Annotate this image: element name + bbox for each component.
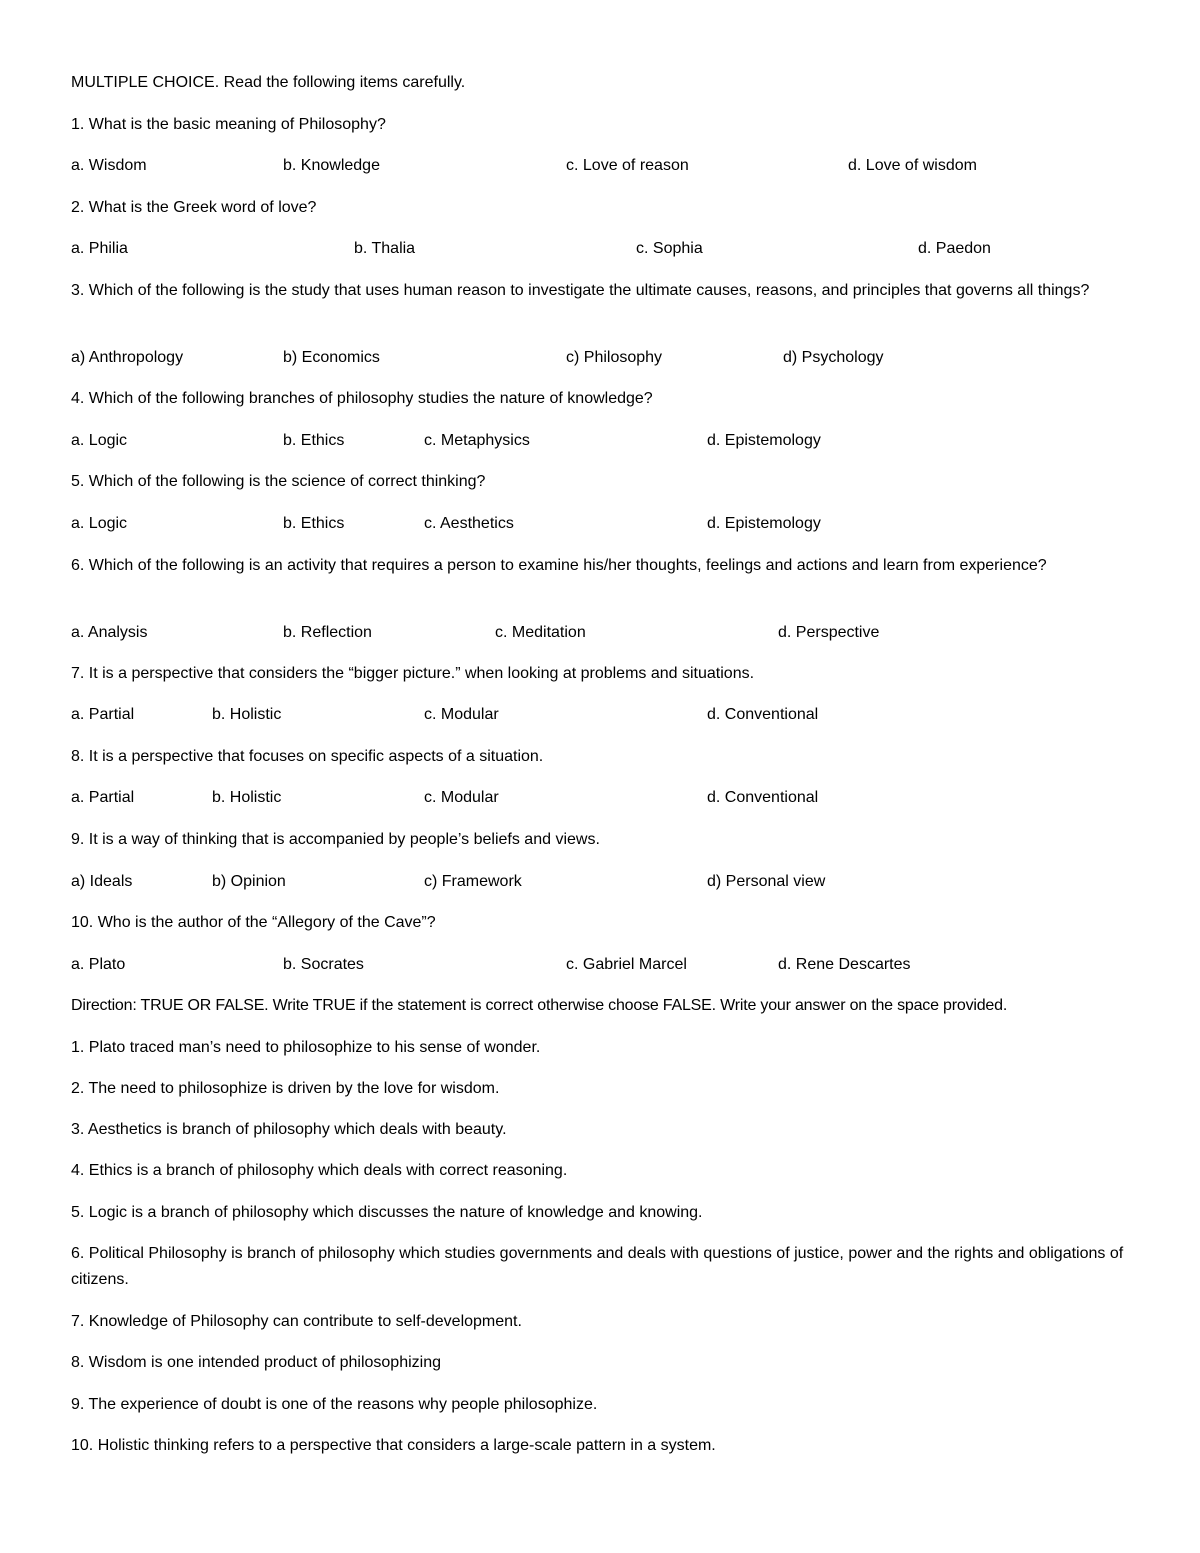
mc-question-2: 2. What is the Greek word of love? [71, 199, 317, 216]
mc-q8-option-d: d. Conventional [707, 789, 819, 806]
mc-q10-option-c: c. Gabriel Marcel [566, 956, 687, 973]
mc-header: MULTIPLE CHOICE. Read the following items carefully. [71, 74, 466, 91]
mc-question-8: 8. It is a perspective that focuses on specific aspects of a situation. [71, 748, 544, 765]
mc-q3-option-c: c) Philosophy [566, 349, 663, 366]
mc-q6-option-a: a. Analysis [71, 624, 148, 641]
mc-q2-option-b: b. Thalia [354, 240, 416, 257]
mc-question-4: 4. Which of the following branches of philosophy studies the nature of knowledge? [71, 390, 653, 407]
mc-q7-option-c: c. Modular [424, 706, 499, 723]
mc-q7-option-a: a. Partial [71, 706, 135, 723]
mc-q10-option-a: a. Plato [71, 956, 126, 973]
mc-question-7: 7. It is a perspective that considers the “bigger picture.” when looking at problems and situations. [71, 665, 755, 682]
mc-q4-option-b: b. Ethics [283, 432, 345, 449]
mc-q4-option-c: c. Metaphysics [424, 432, 530, 449]
mc-q6-option-d: d. Perspective [778, 624, 880, 641]
mc-q5-option-b: b. Ethics [283, 515, 345, 532]
mc-q10-option-b: b. Socrates [283, 956, 364, 973]
mc-q6-option-b: b. Reflection [283, 624, 372, 641]
mc-q7-option-b: b. Holistic [212, 706, 282, 723]
mc-q9-option-b: b) Opinion [212, 873, 286, 890]
mc-q1-option-c: c. Love of reason [566, 157, 689, 174]
mc-question-5: 5. Which of the following is the science of correct thinking? [71, 473, 486, 490]
mc-question-9: 9. It is a way of thinking that is accompanied by people’s beliefs and views. [71, 831, 600, 848]
tf-item-4: 4. Ethics is a branch of philosophy which deals with correct reasoning. [71, 1162, 568, 1179]
mc-q3-option-d: d) Psychology [783, 349, 884, 366]
mc-q9-option-d: d) Personal view [707, 873, 826, 890]
mc-q8-option-a: a. Partial [71, 789, 135, 806]
mc-q7-option-d: d. Conventional [707, 706, 819, 723]
mc-q8-option-c: c. Modular [424, 789, 499, 806]
mc-q2-option-d: d. Paedon [918, 240, 991, 257]
tf-item-1: 1. Plato traced man’s need to philosophize to his sense of wonder. [71, 1039, 541, 1056]
mc-q10-option-d: d. Rene Descartes [778, 956, 911, 973]
mc-question-6: 6. Which of the following is an activity that requires a person to examine his/her thoughts, feelings and actions and learn from experience? [71, 557, 1047, 574]
tf-item-3: 3. Aesthetics is branch of philosophy which deals with beauty. [71, 1121, 507, 1138]
mc-q3-option-a: a) Anthropology [71, 349, 184, 366]
mc-q1-option-a: a. Wisdom [71, 157, 147, 174]
mc-q2-option-a: a. Philia [71, 240, 128, 257]
tf-item-2: 2. The need to philosophize is driven by the love for wisdom. [71, 1080, 500, 1097]
tf-item-5: 5. Logic is a branch of philosophy which discusses the nature of knowledge and knowing. [71, 1204, 703, 1221]
mc-question-10: 10. Who is the author of the “Allegory of the Cave”? [71, 914, 436, 931]
mc-q4-option-d: d. Epistemology [707, 432, 821, 449]
mc-q9-option-a: a) Ideals [71, 873, 133, 890]
tf-item-10: 10. Holistic thinking refers to a perspective that considers a large-scale pattern in a system. [71, 1437, 716, 1454]
mc-q5-option-c: c. Aesthetics [424, 515, 514, 532]
mc-q5-option-a: a. Logic [71, 515, 128, 532]
mc-q1-option-d: d. Love of wisdom [848, 157, 977, 174]
mc-q2-option-c: c. Sophia [636, 240, 703, 257]
mc-question-3: 3. Which of the following is the study that uses human reason to investigate the ultimate causes, reasons, and principles that governs all things? [71, 282, 1090, 299]
tf-item-9: 9. The experience of doubt is one of the reasons why people philosophize. [71, 1396, 598, 1413]
mc-q1-option-b: b. Knowledge [283, 157, 380, 174]
mc-q9-option-c: c) Framework [424, 873, 522, 890]
tf-direction: Direction: TRUE OR FALSE. Write TRUE if the statement is correct otherwise choose FALSE. Write your answer on the space provided. [71, 997, 1008, 1014]
mc-question-1: 1. What is the basic meaning of Philosophy? [71, 116, 386, 133]
tf-item-6: 6. Political Philosophy is branch of philosophy which studies governments and deals with questions of justice, power and the rights and obligations of citizens. [71, 1245, 1124, 1288]
tf-item-8: 8. Wisdom is one intended product of philosophizing [71, 1354, 441, 1371]
mc-q4-option-a: a. Logic [71, 432, 128, 449]
mc-q3-option-b: b) Economics [283, 349, 380, 366]
mc-q5-option-d: d. Epistemology [707, 515, 821, 532]
tf-item-7: 7. Knowledge of Philosophy can contribute to self-development. [71, 1313, 522, 1330]
mc-q8-option-b: b. Holistic [212, 789, 282, 806]
mc-q6-option-c: c. Meditation [495, 624, 586, 641]
